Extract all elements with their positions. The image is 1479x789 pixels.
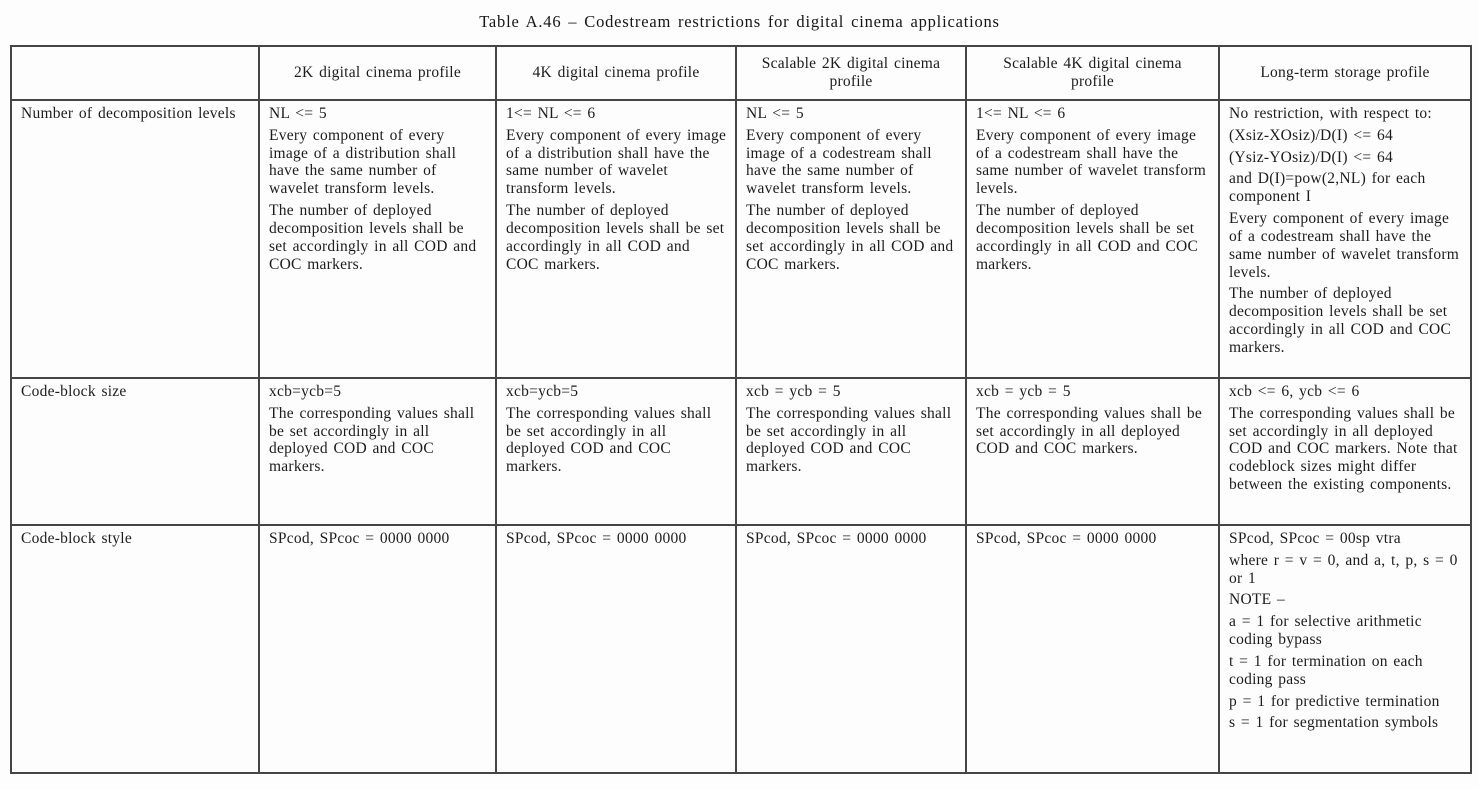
- cell-paragraph: SPcod, SPcoc = 0000 0000: [269, 530, 450, 547]
- cell-paragraph: NL <= 5: [269, 105, 327, 122]
- cell-paragraph: a = 1 for selective arithmetic coding bypass: [1229, 613, 1422, 649]
- cell-paragraph: The corresponding values shall be set accordingly in all deployed COD and COC markers. Note that codeblock sizes might differ between the existing components.: [1229, 404, 1458, 494]
- cell-paragraph: SPcod, SPcoc = 0000 0000: [746, 530, 927, 547]
- cell-paragraph: No restriction, with respect to:: [1229, 105, 1432, 122]
- cell-paragraph: xcb = ycb = 5: [976, 383, 1071, 400]
- cell-paragraph: (Xsiz-XOsiz)/D(I) <= 64: [1229, 126, 1393, 144]
- cell-paragraph: The number of deployed decomposition levels shall be set accordingly in all COD and COC markers.: [269, 202, 477, 273]
- table-row: [11, 100, 1471, 378]
- cell-paragraph: s = 1 for segmentation symbols: [1229, 714, 1439, 732]
- cell-paragraph: The corresponding values shall be set accordingly in all deployed COD and COC markers.: [746, 404, 952, 476]
- cell-paragraph: xcb <= 6, ycb <= 6: [1229, 383, 1360, 400]
- cell-paragraph: SPcod, SPcoc = 0000 0000: [506, 530, 687, 547]
- cell-paragraph: SPcod, SPcoc = 00sp vtra: [1229, 530, 1401, 547]
- row-label: Number of decomposition levels: [11, 100, 259, 378]
- cell-paragraph: and D(I)=pow(2,NL) for each component I: [1229, 170, 1426, 206]
- table-row: [11, 525, 1471, 773]
- cell-paragraph: Every component of every image of a distribution shall have the same number of wavelet transform levels.: [269, 126, 457, 198]
- table-cell: [736, 525, 966, 773]
- codestream-restrictions-table: [10, 45, 1472, 774]
- cell-paragraph: (Ysiz-YOsiz)/D(I) <= 64: [1229, 148, 1393, 166]
- cell-paragraph: The number of deployed decomposition levels shall be set accordingly in all COD and COC markers.: [976, 202, 1199, 273]
- cell-paragraph: The number of deployed decomposition levels shall be set accordingly in all COD and COC markers.: [506, 202, 725, 273]
- cell-paragraph: Every component of every image of a codestream shall have the same number of wavelet transform levels.: [1229, 210, 1460, 281]
- cell-paragraph: 1<= NL <= 6: [976, 105, 1066, 122]
- table-cell: [259, 525, 496, 773]
- table-cell: [259, 378, 496, 525]
- table-cell: [966, 525, 1219, 773]
- table-cell: [736, 100, 966, 378]
- cell-paragraph: SPcod, SPcoc = 0000 0000: [976, 530, 1157, 547]
- cell-paragraph: The number of deployed decomposition levels shall be set accordingly in all COD and COC markers.: [1229, 285, 1452, 356]
- table-cell: [966, 100, 1219, 378]
- cell-paragraph: xcb = ycb = 5: [746, 383, 841, 400]
- cell-paragraph: Every component of every image of a codestream shall have the same number of wavelet transform levels.: [976, 126, 1207, 198]
- table-cell: [496, 100, 736, 378]
- table-cell: [496, 378, 736, 525]
- row-label: Code-block style: [11, 525, 259, 773]
- table-caption: Table A.46 – Codestream restrictions for digital cinema applications: [479, 12, 1000, 31]
- table-cell: [966, 378, 1219, 525]
- column-header: Scalable 4K digital cinema profile: [966, 46, 1219, 100]
- corner-header-cell: [11, 46, 259, 100]
- column-header: Long-term storage profile: [1219, 46, 1471, 100]
- cell-paragraph: NL <= 5: [746, 105, 804, 122]
- cell-paragraph: Every component of every image of a distribution shall have the same number of wavelet transform levels.: [506, 126, 727, 198]
- header-row: [11, 46, 1471, 100]
- column-header: 2K digital cinema profile: [259, 46, 496, 100]
- cell-paragraph: The corresponding values shall be set accordingly in all deployed COD and COC markers.: [976, 404, 1203, 458]
- column-header: 4K digital cinema profile: [496, 46, 736, 100]
- row-label: Code-block size: [11, 378, 259, 525]
- cell-paragraph: xcb=ycb=5: [269, 383, 342, 400]
- table-cell: [1219, 100, 1471, 378]
- table-cell: [259, 100, 496, 378]
- table-cell: [1219, 525, 1471, 773]
- table-cell: [496, 525, 736, 773]
- cell-paragraph: The number of deployed decomposition levels shall be set accordingly in all COD and COC markers.: [746, 202, 954, 273]
- cell-paragraph: The corresponding values shall be set accordingly in all deployed COD and COC markers.: [506, 404, 712, 476]
- cell-paragraph: 1<= NL <= 6: [506, 105, 596, 122]
- cell-paragraph: NOTE –: [1229, 591, 1285, 609]
- cell-paragraph: xcb=ycb=5: [506, 383, 579, 400]
- cell-paragraph: Every component of every image of a codestream shall have the same number of wavelet transform levels.: [746, 126, 932, 198]
- table-cell: [1219, 378, 1471, 525]
- cell-paragraph: p = 1 for predictive termination: [1229, 692, 1440, 710]
- table-cell: [736, 378, 966, 525]
- cell-paragraph: where r = v = 0, and a, t, p, s = 0 or 1: [1229, 551, 1458, 587]
- table-row: [11, 378, 1471, 525]
- cell-paragraph: t = 1 for termination on each coding pass: [1229, 652, 1423, 688]
- cell-paragraph: The corresponding values shall be set accordingly in all deployed COD and COC markers.: [269, 404, 475, 476]
- column-header: Scalable 2K digital cinema profile: [736, 46, 966, 100]
